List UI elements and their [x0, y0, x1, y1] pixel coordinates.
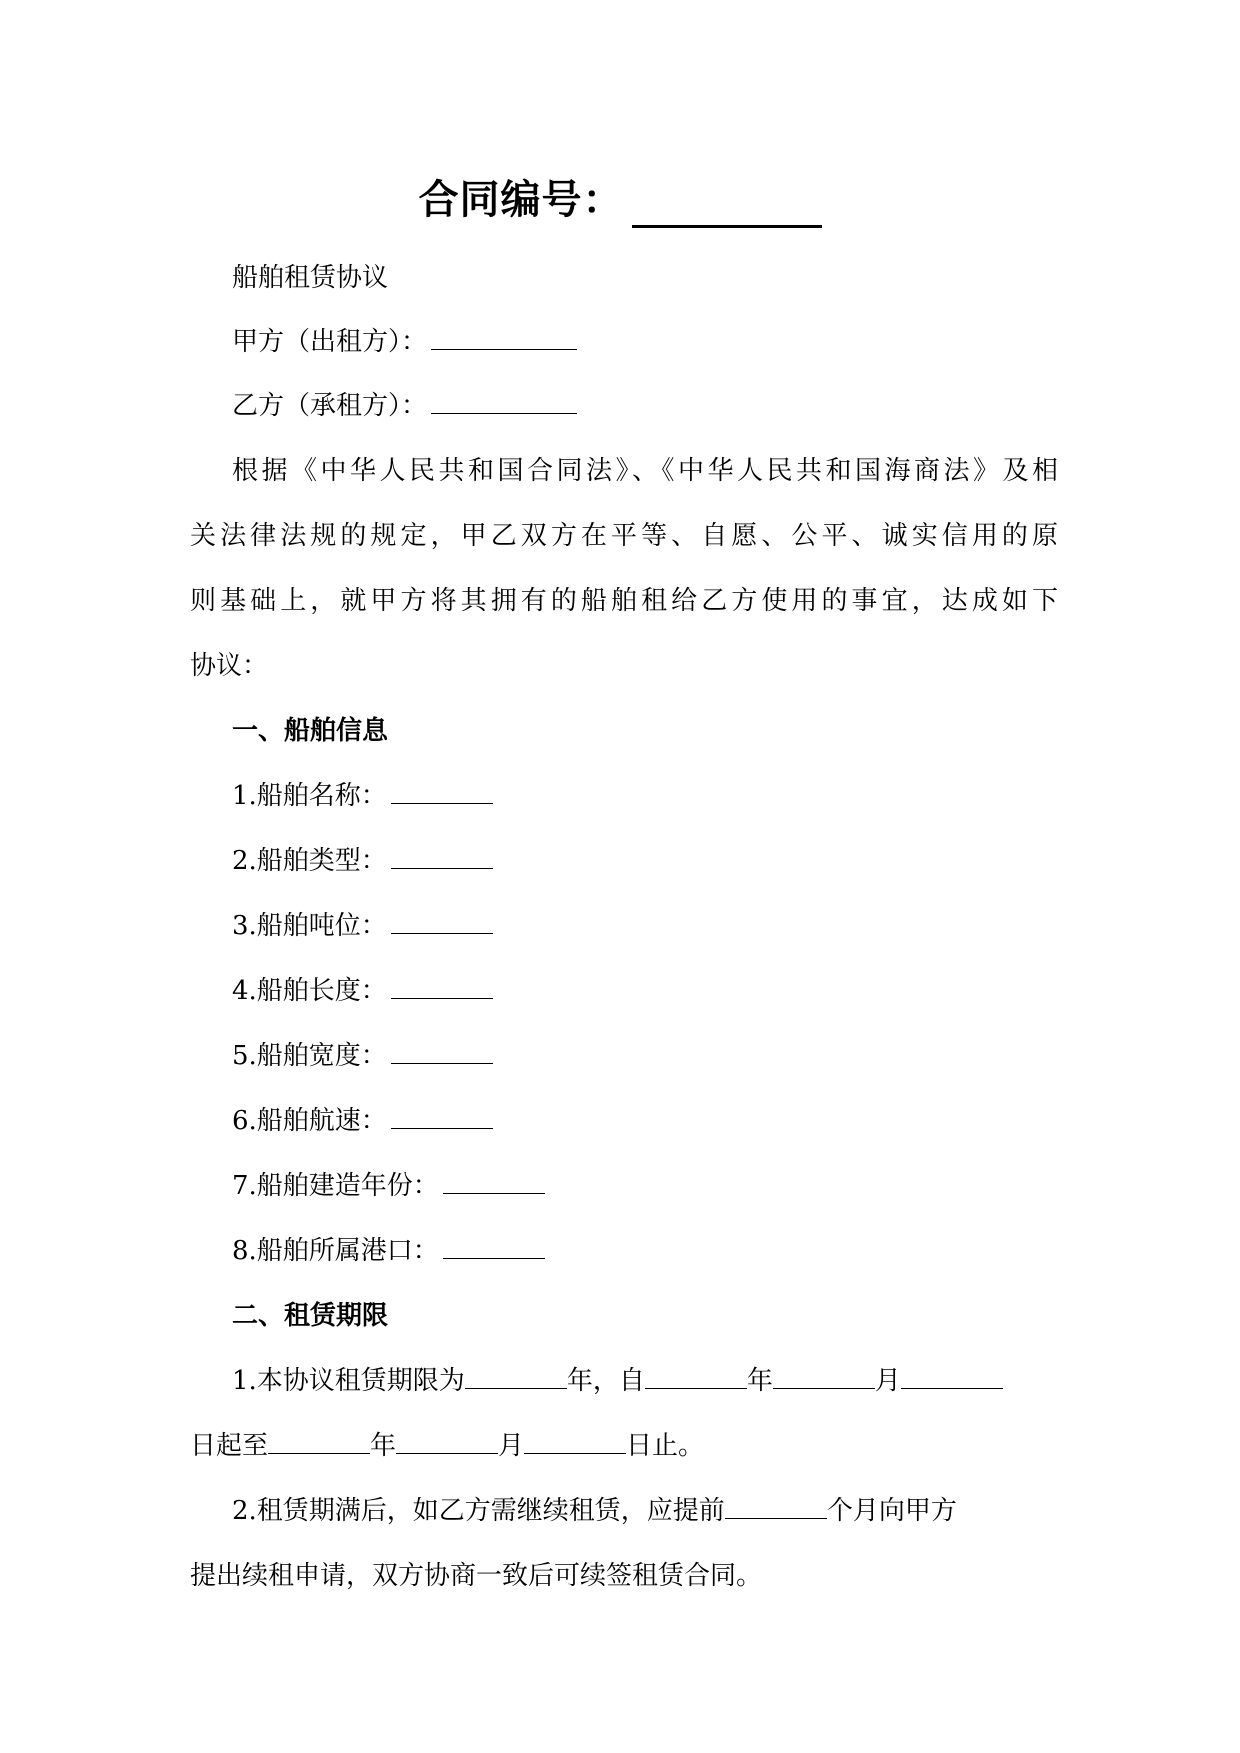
party-a-label: 甲方（出租方）： [232, 327, 428, 357]
ship-speed-label: 6.船舶航速： [232, 1106, 387, 1136]
ship-type-label: 2.船舶类型： [232, 846, 387, 876]
lease-term-text: 日止。 [626, 1431, 705, 1461]
ship-build-year-label: 7.船舶建造年份： [232, 1171, 439, 1201]
ship-build-year-blank [443, 1167, 545, 1194]
lease-term-text: 1.本协议租赁期限为 [232, 1366, 465, 1396]
ship-speed-blank [391, 1102, 493, 1129]
ship-info-item [232, 906, 493, 946]
ship-info-item [232, 1166, 545, 1206]
title-text: 合同编号： [418, 177, 624, 223]
ship-width-label: 5.船舶宽度： [232, 1041, 387, 1071]
ship-length-label: 4.船舶长度： [232, 976, 387, 1006]
section-2-heading: 二、租赁期限 [232, 1301, 389, 1331]
party-a-blank [431, 323, 577, 350]
lease-term-text: 年 [370, 1431, 397, 1461]
start-month-blank [773, 1362, 875, 1389]
agreement-name: 船舶租赁协议 [232, 263, 389, 293]
preamble-line-2: 关法律法规的规定，甲乙双方在平等、自愿、公平、诚实信用的原 [190, 521, 1058, 551]
party-b-label: 乙方（承租方）： [232, 391, 428, 421]
start-year-blank [645, 1362, 747, 1389]
lease-term-text: 年 [746, 1366, 773, 1396]
lease-term-text: 年，自 [566, 1366, 645, 1396]
ship-length-blank [391, 972, 493, 999]
ship-tonnage-label: 3.船舶吨位： [232, 911, 387, 941]
ship-info-item [232, 971, 493, 1011]
ship-tonnage-blank [391, 907, 493, 934]
contract-number-title [0, 172, 1240, 228]
ship-type-blank [391, 842, 493, 869]
contract-number-blank [632, 181, 822, 228]
end-year-blank [268, 1427, 370, 1454]
party-a-line [232, 322, 577, 362]
preamble-line-4: 协议： [190, 651, 269, 681]
lease-term-text: 月 [874, 1366, 901, 1396]
ship-port-label: 8.船舶所属港口： [232, 1236, 439, 1266]
start-day-blank [901, 1362, 1003, 1389]
ship-info-item [232, 1036, 493, 1076]
ship-info-item [232, 1231, 545, 1271]
lease-years-blank [465, 1362, 567, 1389]
section-1-heading: 一、船舶信息 [232, 716, 389, 746]
preamble-line-1: 根据《中华人民共和国合同法》、《中华人民共和国海商法》及相 [232, 456, 1058, 486]
ship-port-blank [443, 1232, 545, 1259]
lease-term-text: 日起至 [190, 1431, 269, 1461]
ship-info-item [232, 1101, 493, 1141]
renewal-text: 2.租赁期满后，如乙方需继续租赁，应提前 [232, 1496, 725, 1526]
end-month-blank [396, 1427, 498, 1454]
end-day-blank [524, 1427, 626, 1454]
lease-term-text: 月 [498, 1431, 525, 1461]
ship-width-blank [391, 1037, 493, 1064]
ship-info-item [232, 776, 493, 816]
ship-name-label: 1.船舶名称： [232, 781, 387, 811]
ship-name-blank [391, 777, 493, 804]
renewal-clause-line-2: 提出续租申请，双方协商一致后可续签租赁合同。 [190, 1561, 763, 1591]
party-b-line [232, 386, 577, 426]
party-b-blank [431, 387, 577, 414]
preamble-line-3: 则基础上，就甲方将其拥有的船舶租给乙方使用的事宜，达成如下 [190, 586, 1058, 616]
renewal-clause-line-1 [232, 1491, 957, 1531]
lease-term-clause-line-2 [190, 1426, 704, 1466]
lease-term-clause-line-1 [232, 1361, 1003, 1401]
renewal-months-blank [725, 1492, 827, 1519]
ship-info-item [232, 841, 493, 881]
renewal-text: 个月向甲方 [826, 1496, 957, 1526]
